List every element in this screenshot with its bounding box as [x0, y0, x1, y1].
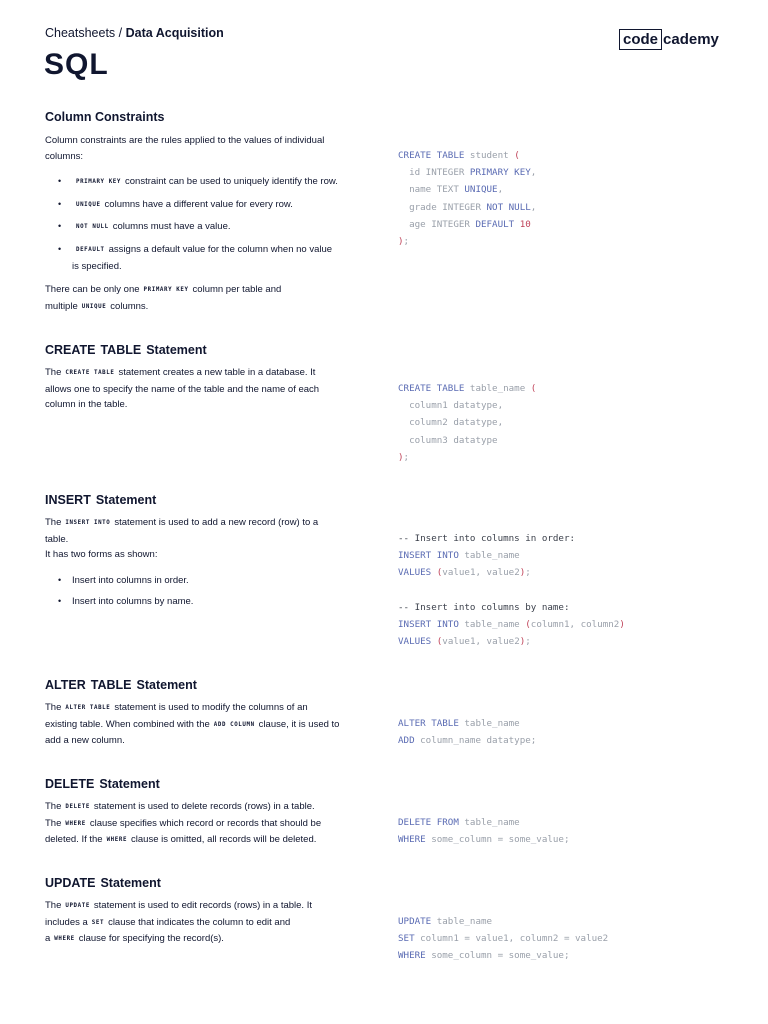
- section-title: UPDATE Statement: [45, 876, 161, 890]
- code-block-update: UPDATE table_name SET column1 = value1, column2 = value2 WHERE some_column = some_value;: [398, 916, 609, 962]
- inline-code: PRIMARY KEY: [76, 179, 121, 186]
- code-block-constraints: CREATE TABLE student ( id INTEGER PRIMARY KEY, name TEXT UNIQUE, grade INTEGER NOT NULL, age INTEGER DEFAULT 10 );: [398, 150, 537, 248]
- code-block-create-table: CREATE TABLE table_name ( column1 datatype, column2 datatype, column3 datatype );: [398, 383, 537, 463]
- inline-code: CREATE TABLE: [65, 370, 115, 376]
- inline-code: SET: [91, 919, 105, 926]
- page-title: SQL: [44, 48, 109, 81]
- list-item: [45, 174, 340, 191]
- section-title: Column Constraints: [45, 110, 165, 124]
- inline-code: DELETE: [65, 804, 90, 810]
- section-title: ALTER TABLE Statement: [45, 678, 197, 692]
- list-item-text: columns must have a value.: [112, 221, 231, 233]
- logo-box-text: code: [619, 29, 662, 50]
- breadcrumb-separator: /: [115, 26, 126, 40]
- list-item-text: columns have a different value for every row.: [104, 198, 293, 210]
- inline-code: WHERE: [106, 837, 128, 844]
- inline-code: UNIQUE: [81, 303, 107, 310]
- intro-text: Column constraints are the rules applied to the values of individual columns:: [45, 135, 325, 162]
- section-title: CREATE TABLE Statement: [45, 343, 207, 357]
- list-item-text: constraint can be used to uniquely identify the row.: [125, 176, 338, 188]
- outro-text: There can be only one PRIMARY KEY column per table and multiple UNIQUE columns.: [45, 284, 282, 312]
- inline-code: ALTER TABLE: [65, 705, 111, 711]
- section-description: The UPDATE statement is used to edit records (rows) in a table. It includes a SET clause that indicates the column to edit and a WHERE clause for specifying the record(s).: [45, 900, 312, 945]
- section-description: [45, 133, 340, 315]
- breadcrumb: [45, 26, 224, 40]
- inline-code: WHERE: [65, 820, 86, 827]
- section-description: The CREATE TABLE statement creates a new table in a database. It allows one to specify the name of the table and the name of each column in the table.: [45, 367, 320, 411]
- logo-rest-text: cademy: [663, 31, 719, 48]
- code-block-delete: DELETE FROM table_name WHERE some_column = some_value;: [398, 817, 570, 846]
- codecademy-logo[interactable]: [619, 29, 719, 50]
- section-description: The ALTER TABLE statement is used to modify the columns of an existing table. When combined with the ADD COLUMN clause, it is used to add a new column.: [45, 702, 340, 747]
- section-title: DELETE Statement: [45, 777, 160, 791]
- inline-code: NOT NULL: [76, 224, 109, 231]
- list-item: • Insert into columns in order.: [45, 573, 340, 589]
- section-description: The INSERT INTO statement is used to add a new record (row) to a table. It has two forms as shown: • Insert into columns in order. • Insert into columns by name.: [45, 515, 340, 618]
- inline-code: PRIMARY KEY: [143, 287, 189, 294]
- inline-code: ADD COLUMN: [213, 721, 255, 728]
- inline-code: WHERE: [54, 936, 75, 943]
- list-item: [45, 242, 340, 274]
- inline-code: UNIQUE: [76, 201, 101, 208]
- code-block-alter-table: ALTER TABLE table_name ADD column_name datatype;: [398, 718, 537, 747]
- insert-forms-list: [45, 573, 340, 610]
- paragraph: It has two forms as shown:: [45, 549, 158, 561]
- breadcrumb-root[interactable]: Cheatsheets: [45, 26, 116, 40]
- inline-code: INSERT INTO: [65, 520, 111, 526]
- list-item-text: assigns a default value for the column when no value is specified.: [72, 243, 333, 272]
- inline-code: DEFAULT: [76, 246, 105, 253]
- section-title: INSERT Statement: [45, 493, 157, 507]
- section-description: The DELETE statement is used to delete records (rows) in a table. The WHERE clause specifies which record or records that should be deleted. If the WHERE clause is omitted, all records will be deleted.: [45, 801, 322, 846]
- list-item: • Insert into columns by name.: [45, 594, 340, 610]
- constraint-list: [45, 174, 340, 274]
- breadcrumb-current[interactable]: Data Acquisition: [125, 26, 224, 40]
- list-item: [45, 219, 340, 236]
- list-item: [45, 197, 340, 214]
- code-block-insert: -- Insert into columns in order: INSERT INTO table_name VALUES (value1, value2); -- Insert into columns by name: INSERT INTO table_name (column1, column2) VALUES (value1, value2);: [398, 533, 625, 648]
- inline-code: UPDATE: [65, 903, 90, 909]
